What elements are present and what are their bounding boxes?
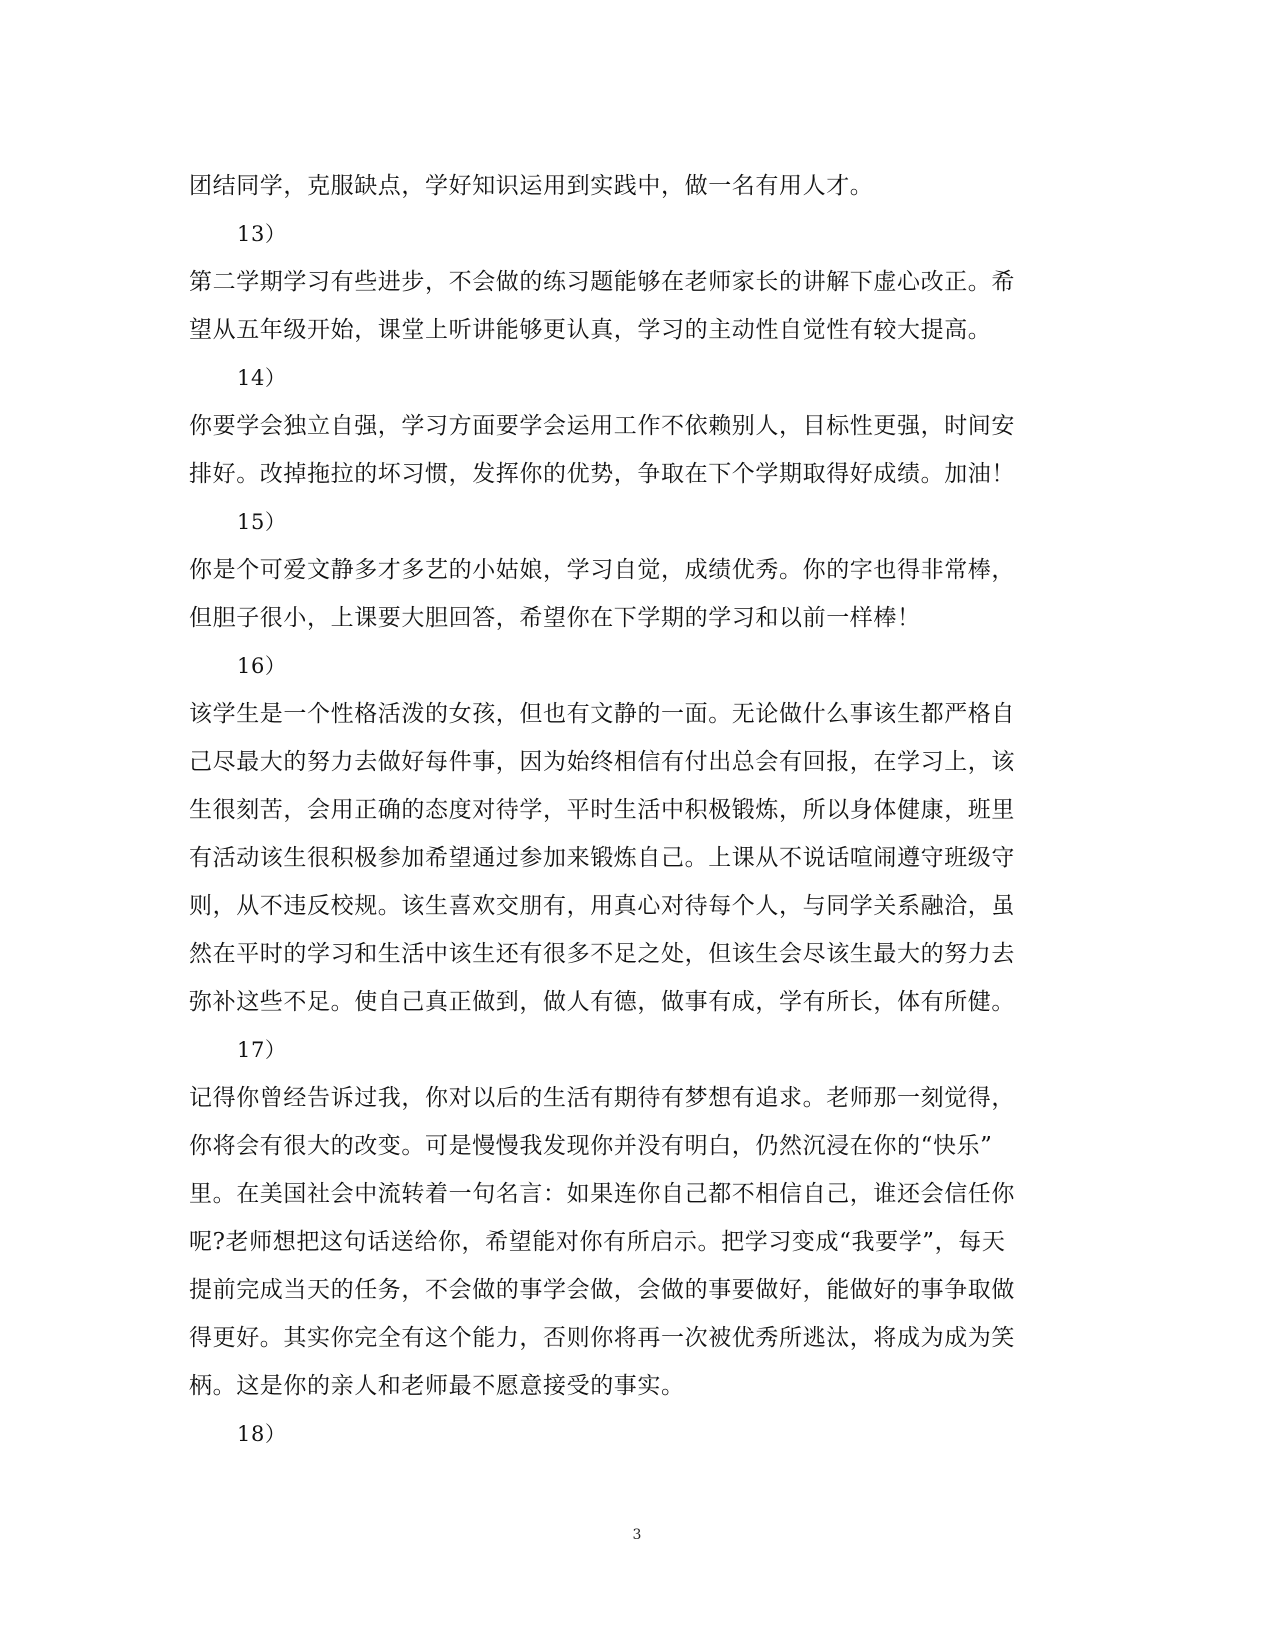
text-line: 记得你曾经告诉过我，你对以后的生活有期待有梦想有追求。老师那一刻觉得， — [189, 1085, 1015, 1111]
item-number: 18） — [237, 1422, 287, 1446]
text-line: 则，从不违反校规。该生喜欢交朋有，用真心对待每个人，与同学关系融洽，虽 — [189, 893, 1015, 919]
text-line: 排好。改掉拖拉的坏习惯，发挥你的优势，争取在下个学期取得好成绩。加油！ — [189, 461, 1015, 487]
page-number: 3 — [632, 1527, 642, 1543]
text-line: 里。在美国社会中流转着一句名言：如果连你自己都不相信自己，谁还会信任你 — [189, 1181, 1015, 1207]
text-line: 第二学期学习有些进步，不会做的练习题能够在老师家长的讲解下虚心改正。希 — [189, 269, 1015, 295]
text-line: 己尽最大的努力去做好每件事，因为始终相信有付出总会有回报，在学习上，该 — [189, 749, 1015, 775]
text-line: 生很刻苦，会用正确的态度对待学，平时生活中积极锻炼，所以身体健康，班里 — [189, 797, 1015, 823]
text-line: 你将会有很大的改变。可是慢慢我发现你并没有明白，仍然沉浸在你的“快乐” — [189, 1133, 993, 1159]
document-body — [189, 162, 1075, 1458]
text-line: 呢?老师想把这句话送给你，希望能对你有所启示。把学习变成“我要学”，每天 — [189, 1229, 1006, 1255]
text-line: 你是个可爱文静多才多艺的小姑娘，学习自觉，成绩优秀。你的字也得非常棒， — [189, 557, 1015, 583]
text-line: 然在平时的学习和生活中该生还有很多不足之处，但该生会尽该生最大的努力去 — [189, 941, 1015, 967]
text-line: 该学生是一个性格活泼的女孩，但也有文静的一面。无论做什么事该生都严格自 — [189, 701, 1015, 727]
text-line: 望从五年级开始，课堂上听讲能够更认真，学习的主动性自觉性有较大提高。 — [189, 317, 992, 343]
item-number: 14） — [237, 366, 287, 390]
text-line: 弥补这些不足。使自己真正做到，做人有德，做事有成，学有所长，体有所健。 — [189, 989, 1015, 1015]
item-number: 13） — [237, 222, 287, 246]
text-line: 你要学会独立自强，学习方面要学会运用工作不依赖别人，目标性更强，时间安 — [189, 413, 1015, 439]
item-number: 15） — [237, 510, 287, 534]
text-line: 柄。这是你的亲人和老师最不愿意接受的事实。 — [189, 1373, 685, 1399]
text-line: 有活动该生很积极参加希望通过参加来锻炼自己。上课从不说话喧闹遵守班级守 — [189, 845, 1015, 871]
item-number: 16） — [237, 654, 287, 678]
text-line: 但胆子很小，上课要大胆回答，希望你在下学期的学习和以前一样棒！ — [189, 605, 921, 631]
item-number: 17） — [237, 1038, 287, 1062]
text-line: 得更好。其实你完全有这个能力，否则你将再一次被优秀所逃汰，将成为成为笑 — [189, 1325, 1015, 1351]
text-line: 团结同学，克服缺点，学好知识运用到实践中，做一名有用人才。 — [189, 173, 874, 199]
text-line: 提前完成当天的任务，不会做的事学会做，会做的事要做好，能做好的事争取做 — [189, 1277, 1015, 1303]
